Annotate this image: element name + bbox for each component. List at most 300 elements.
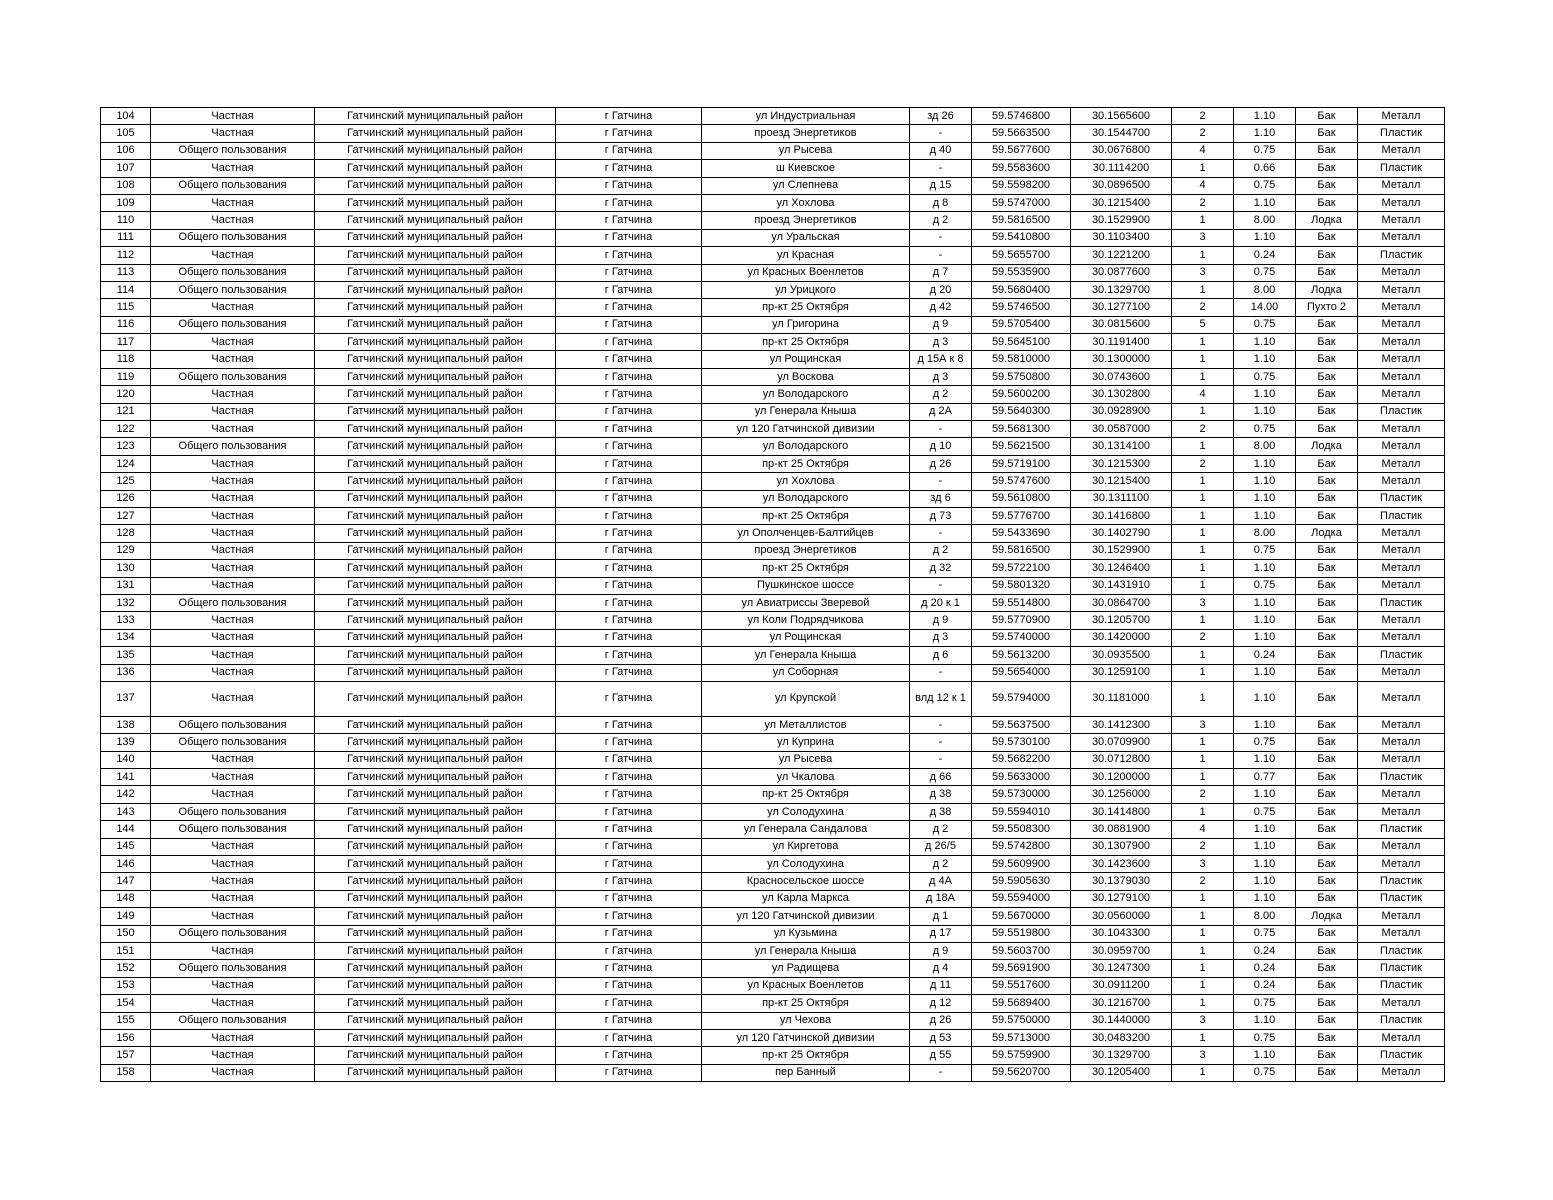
cell-row-number: 151	[101, 942, 151, 959]
cell-street: пр-кт 25 Октября	[702, 560, 910, 577]
cell-ownership-type: Частная	[151, 629, 315, 646]
cell-city: г Гатчина	[556, 212, 702, 229]
cell-municipal-district: Гатчинский муниципальный район	[315, 960, 556, 977]
cell-municipal-district: Гатчинский муниципальный район	[315, 681, 556, 716]
cell-street: ул Карла Маркса	[702, 890, 910, 907]
cell-container-type: Бак	[1296, 108, 1358, 125]
cell-container-volume: 0.75	[1234, 995, 1296, 1012]
cell-municipal-district: Гатчинский муниципальный район	[315, 873, 556, 890]
cell-municipal-district: Гатчинский муниципальный район	[315, 786, 556, 803]
cell-row-number: 146	[101, 856, 151, 873]
table-row	[101, 995, 1445, 1012]
cell-container-count: 1	[1172, 403, 1234, 420]
table-row	[101, 751, 1445, 768]
cell-longitude: 30.1279100	[1071, 890, 1172, 907]
cell-ownership-type: Частная	[151, 351, 315, 368]
cell-municipal-district: Гатчинский муниципальный район	[315, 421, 556, 438]
cell-row-number: 125	[101, 473, 151, 490]
cell-container-type: Бак	[1296, 890, 1358, 907]
cell-container-volume: 0.75	[1234, 1029, 1296, 1046]
cell-ownership-type: Частная	[151, 908, 315, 925]
cell-building: д 9	[910, 942, 972, 959]
cell-container-count: 4	[1172, 386, 1234, 403]
cell-row-number: 139	[101, 734, 151, 751]
cell-municipal-district: Гатчинский муниципальный район	[315, 212, 556, 229]
cell-container-type: Бак	[1296, 160, 1358, 177]
cell-container-count: 1	[1172, 281, 1234, 298]
cell-ownership-type: Общего пользования	[151, 316, 315, 333]
cell-container-count: 1	[1172, 612, 1234, 629]
cell-building: д 3	[910, 629, 972, 646]
table-row	[101, 455, 1445, 472]
cell-ownership-type: Частная	[151, 664, 315, 681]
cell-container-volume: 1.10	[1234, 403, 1296, 420]
cell-city: г Гатчина	[556, 229, 702, 246]
cell-ownership-type: Общего пользования	[151, 368, 315, 385]
cell-row-number: 126	[101, 490, 151, 507]
cell-container-volume: 1.10	[1234, 873, 1296, 890]
cell-latitude: 59.5740000	[972, 629, 1071, 646]
cell-longitude: 30.1431910	[1071, 577, 1172, 594]
cell-ownership-type: Частная	[151, 769, 315, 786]
cell-container-type: Бак	[1296, 316, 1358, 333]
cell-municipal-district: Гатчинский муниципальный район	[315, 942, 556, 959]
cell-building: д 2	[910, 821, 972, 838]
cell-municipal-district: Гатчинский муниципальный район	[315, 977, 556, 994]
table-row	[101, 1064, 1445, 1081]
cell-city: г Гатчина	[556, 925, 702, 942]
cell-street: ул Володарского	[702, 386, 910, 403]
cell-container-material: Металл	[1358, 316, 1445, 333]
cell-building: д 38	[910, 786, 972, 803]
cell-container-volume: 0.24	[1234, 977, 1296, 994]
cell-container-material: Пластик	[1358, 125, 1445, 142]
cell-longitude: 30.1043300	[1071, 925, 1172, 942]
cell-longitude: 30.0483200	[1071, 1029, 1172, 1046]
cell-ownership-type: Частная	[151, 490, 315, 507]
cell-municipal-district: Гатчинский муниципальный район	[315, 125, 556, 142]
cell-container-material: Металл	[1358, 334, 1445, 351]
cell-city: г Гатчина	[556, 334, 702, 351]
cell-container-volume: 0.75	[1234, 542, 1296, 559]
cell-street: ул Урицкого	[702, 281, 910, 298]
cell-city: г Гатчина	[556, 316, 702, 333]
cell-container-type: Бак	[1296, 751, 1358, 768]
cell-row-number: 118	[101, 351, 151, 368]
cell-container-volume: 1.10	[1234, 108, 1296, 125]
cell-longitude: 30.0560000	[1071, 908, 1172, 925]
cell-building: д 26	[910, 1012, 972, 1029]
cell-container-material: Металл	[1358, 560, 1445, 577]
cell-container-material: Металл	[1358, 925, 1445, 942]
cell-longitude: 30.1215400	[1071, 473, 1172, 490]
cell-container-type: Бак	[1296, 821, 1358, 838]
cell-container-count: 1	[1172, 960, 1234, 977]
cell-latitude: 59.5508300	[972, 821, 1071, 838]
cell-container-material: Металл	[1358, 142, 1445, 159]
cell-longitude: 30.0935500	[1071, 647, 1172, 664]
cell-longitude: 30.1311100	[1071, 490, 1172, 507]
cell-row-number: 144	[101, 821, 151, 838]
cell-container-volume: 1.10	[1234, 594, 1296, 611]
cell-container-type: Лодка	[1296, 908, 1358, 925]
cell-longitude: 30.1423600	[1071, 856, 1172, 873]
cell-latitude: 59.5705400	[972, 316, 1071, 333]
cell-container-material: Металл	[1358, 351, 1445, 368]
cell-street: Красносельское шоссе	[702, 873, 910, 890]
cell-container-material: Металл	[1358, 299, 1445, 316]
table-row	[101, 681, 1445, 716]
cell-city: г Гатчина	[556, 386, 702, 403]
cell-building: д 20 к 1	[910, 594, 972, 611]
cell-latitude: 59.5713000	[972, 1029, 1071, 1046]
cell-building: -	[910, 247, 972, 264]
cell-row-number: 112	[101, 247, 151, 264]
cell-city: г Гатчина	[556, 647, 702, 664]
cell-longitude: 30.1420000	[1071, 629, 1172, 646]
cell-city: г Гатчина	[556, 421, 702, 438]
cell-building: д 4	[910, 960, 972, 977]
cell-container-count: 1	[1172, 908, 1234, 925]
cell-longitude: 30.0743600	[1071, 368, 1172, 385]
cell-street: пр-кт 25 Октября	[702, 995, 910, 1012]
cell-building: д 9	[910, 316, 972, 333]
cell-container-material: Пластик	[1358, 594, 1445, 611]
cell-building: зд 6	[910, 490, 972, 507]
cell-container-material: Пластик	[1358, 1047, 1445, 1064]
cell-latitude: 59.5759900	[972, 1047, 1071, 1064]
cell-building: д 2	[910, 856, 972, 873]
cell-container-type: Лодка	[1296, 281, 1358, 298]
cell-container-count: 3	[1172, 856, 1234, 873]
cell-municipal-district: Гатчинский муниципальный район	[315, 1012, 556, 1029]
cell-container-type: Бак	[1296, 577, 1358, 594]
cell-ownership-type: Общего пользования	[151, 264, 315, 281]
cell-container-type: Бак	[1296, 351, 1358, 368]
table-row	[101, 490, 1445, 507]
cell-row-number: 121	[101, 403, 151, 420]
cell-latitude: 59.5654000	[972, 664, 1071, 681]
table-row	[101, 664, 1445, 681]
cell-ownership-type: Частная	[151, 403, 315, 420]
cell-container-count: 1	[1172, 247, 1234, 264]
table-row	[101, 421, 1445, 438]
cell-city: г Гатчина	[556, 438, 702, 455]
cell-longitude: 30.1529900	[1071, 542, 1172, 559]
cell-latitude: 59.5722100	[972, 560, 1071, 577]
table-row	[101, 1047, 1445, 1064]
cell-ownership-type: Общего пользования	[151, 960, 315, 977]
cell-container-type: Бак	[1296, 856, 1358, 873]
cell-row-number: 136	[101, 664, 151, 681]
cell-latitude: 59.5677600	[972, 142, 1071, 159]
cell-container-volume: 1.10	[1234, 334, 1296, 351]
cell-city: г Гатчина	[556, 629, 702, 646]
cell-latitude: 59.5681300	[972, 421, 1071, 438]
cell-container-type: Бак	[1296, 125, 1358, 142]
cell-building: д 55	[910, 1047, 972, 1064]
cell-latitude: 59.5719100	[972, 455, 1071, 472]
cell-container-count: 1	[1172, 334, 1234, 351]
cell-container-count: 1	[1172, 507, 1234, 524]
cell-container-material: Металл	[1358, 803, 1445, 820]
cell-longitude: 30.1379030	[1071, 873, 1172, 890]
cell-city: г Гатчина	[556, 995, 702, 1012]
cell-municipal-district: Гатчинский муниципальный район	[315, 995, 556, 1012]
cell-container-type: Бак	[1296, 769, 1358, 786]
cell-street: ул Радищева	[702, 960, 910, 977]
cell-municipal-district: Гатчинский муниципальный район	[315, 334, 556, 351]
cell-container-volume: 8.00	[1234, 908, 1296, 925]
cell-container-material: Металл	[1358, 194, 1445, 211]
cell-municipal-district: Гатчинский муниципальный район	[315, 386, 556, 403]
cell-container-type: Бак	[1296, 1029, 1358, 1046]
cell-latitude: 59.5603700	[972, 942, 1071, 959]
cell-container-type: Бак	[1296, 734, 1358, 751]
cell-street: пр-кт 25 Октября	[702, 455, 910, 472]
cell-building: зд 26	[910, 108, 972, 125]
cell-ownership-type: Общего пользования	[151, 594, 315, 611]
cell-latitude: 59.5730000	[972, 786, 1071, 803]
cell-row-number: 138	[101, 716, 151, 733]
cell-container-count: 1	[1172, 769, 1234, 786]
table-row	[101, 1012, 1445, 1029]
cell-ownership-type: Частная	[151, 977, 315, 994]
cell-container-material: Металл	[1358, 438, 1445, 455]
table-row	[101, 351, 1445, 368]
cell-ownership-type: Общего пользования	[151, 177, 315, 194]
cell-municipal-district: Гатчинский муниципальный район	[315, 542, 556, 559]
cell-container-volume: 0.75	[1234, 264, 1296, 281]
cell-city: г Гатчина	[556, 1029, 702, 1046]
cell-longitude: 30.1300000	[1071, 351, 1172, 368]
cell-container-material: Пластик	[1358, 647, 1445, 664]
cell-container-type: Пухто 2	[1296, 299, 1358, 316]
cell-building: д 26	[910, 455, 972, 472]
cell-ownership-type: Частная	[151, 873, 315, 890]
cell-latitude: 59.5433690	[972, 525, 1071, 542]
cell-city: г Гатчина	[556, 908, 702, 925]
cell-street: ул Слепнева	[702, 177, 910, 194]
cell-street: ул Уральская	[702, 229, 910, 246]
cell-longitude: 30.1314100	[1071, 438, 1172, 455]
cell-city: г Гатчина	[556, 525, 702, 542]
cell-city: г Гатчина	[556, 856, 702, 873]
cell-container-count: 3	[1172, 594, 1234, 611]
cell-street: пр-кт 25 Октября	[702, 299, 910, 316]
cell-municipal-district: Гатчинский муниципальный район	[315, 664, 556, 681]
cell-container-volume: 1.10	[1234, 716, 1296, 733]
cell-container-material: Пластик	[1358, 960, 1445, 977]
cell-longitude: 30.1247300	[1071, 960, 1172, 977]
cell-container-type: Бак	[1296, 386, 1358, 403]
cell-longitude: 30.1412300	[1071, 716, 1172, 733]
cell-row-number: 155	[101, 1012, 151, 1029]
cell-row-number: 127	[101, 507, 151, 524]
cell-container-volume: 1.10	[1234, 386, 1296, 403]
cell-container-material: Металл	[1358, 716, 1445, 733]
cell-container-material: Металл	[1358, 368, 1445, 385]
cell-street: ул Красных Военлетов	[702, 264, 910, 281]
cell-latitude: 59.5682200	[972, 751, 1071, 768]
cell-longitude: 30.1103400	[1071, 229, 1172, 246]
cell-latitude: 59.5730100	[972, 734, 1071, 751]
cell-container-type: Бак	[1296, 960, 1358, 977]
table-row	[101, 838, 1445, 855]
cell-container-material: Металл	[1358, 229, 1445, 246]
cell-container-material: Металл	[1358, 734, 1445, 751]
cell-latitude: 59.5609900	[972, 856, 1071, 873]
cell-container-type: Бак	[1296, 334, 1358, 351]
cell-container-count: 2	[1172, 421, 1234, 438]
table-row	[101, 264, 1445, 281]
cell-container-volume: 8.00	[1234, 212, 1296, 229]
cell-container-material: Пластик	[1358, 403, 1445, 420]
cell-container-count: 1	[1172, 212, 1234, 229]
cell-street: ул Солодухина	[702, 803, 910, 820]
cell-building: -	[910, 125, 972, 142]
cell-street: ул Красных Военлетов	[702, 977, 910, 994]
cell-latitude: 59.5620700	[972, 1064, 1071, 1081]
cell-longitude: 30.1216700	[1071, 995, 1172, 1012]
cell-ownership-type: Частная	[151, 751, 315, 768]
cell-street: ул Рощинская	[702, 629, 910, 646]
cell-municipal-district: Гатчинский муниципальный район	[315, 647, 556, 664]
table-row	[101, 821, 1445, 838]
cell-city: г Гатчина	[556, 612, 702, 629]
cell-row-number: 134	[101, 629, 151, 646]
cell-container-volume: 0.75	[1234, 368, 1296, 385]
cell-row-number: 123	[101, 438, 151, 455]
cell-container-material: Металл	[1358, 473, 1445, 490]
cell-container-type: Бак	[1296, 942, 1358, 959]
cell-container-count: 3	[1172, 1047, 1234, 1064]
cell-street: ул Чехова	[702, 1012, 910, 1029]
cell-latitude: 59.5750800	[972, 368, 1071, 385]
cell-container-volume: 1.10	[1234, 838, 1296, 855]
cell-container-type: Бак	[1296, 647, 1358, 664]
cell-street: пр-кт 25 Октября	[702, 1047, 910, 1064]
table-row	[101, 647, 1445, 664]
cell-building: д 73	[910, 507, 972, 524]
cell-latitude: 59.5655700	[972, 247, 1071, 264]
cell-city: г Гатчина	[556, 490, 702, 507]
cell-latitude: 59.5594000	[972, 890, 1071, 907]
cell-container-type: Бак	[1296, 803, 1358, 820]
cell-city: г Гатчина	[556, 542, 702, 559]
cell-city: г Гатчина	[556, 1047, 702, 1064]
cell-container-type: Бак	[1296, 1047, 1358, 1064]
cell-longitude: 30.0709900	[1071, 734, 1172, 751]
cell-row-number: 147	[101, 873, 151, 890]
cell-building: д 20	[910, 281, 972, 298]
table-row	[101, 247, 1445, 264]
table-row	[101, 1029, 1445, 1046]
cell-container-count: 2	[1172, 194, 1234, 211]
cell-container-volume: 0.75	[1234, 142, 1296, 159]
cell-container-volume: 0.24	[1234, 647, 1296, 664]
cell-street: ул Крупской	[702, 681, 910, 716]
cell-city: г Гатчина	[556, 177, 702, 194]
cell-longitude: 30.1277100	[1071, 299, 1172, 316]
cell-building: -	[910, 160, 972, 177]
cell-container-type: Бак	[1296, 247, 1358, 264]
cell-row-number: 114	[101, 281, 151, 298]
cell-city: г Гатчина	[556, 247, 702, 264]
cell-longitude: 30.0911200	[1071, 977, 1172, 994]
cell-container-material: Пластик	[1358, 490, 1445, 507]
table-row	[101, 473, 1445, 490]
cell-longitude: 30.1302800	[1071, 386, 1172, 403]
cell-container-material: Металл	[1358, 108, 1445, 125]
cell-row-number: 130	[101, 560, 151, 577]
cell-container-volume: 0.75	[1234, 577, 1296, 594]
cell-container-material: Металл	[1358, 177, 1445, 194]
cell-container-type: Бак	[1296, 560, 1358, 577]
cell-container-material: Пластик	[1358, 160, 1445, 177]
cell-city: г Гатчина	[556, 473, 702, 490]
cell-container-type: Бак	[1296, 177, 1358, 194]
cell-municipal-district: Гатчинский муниципальный район	[315, 560, 556, 577]
cell-ownership-type: Частная	[151, 1047, 315, 1064]
cell-longitude: 30.1215400	[1071, 194, 1172, 211]
cell-container-count: 3	[1172, 229, 1234, 246]
cell-container-type: Бак	[1296, 716, 1358, 733]
cell-municipal-district: Гатчинский муниципальный район	[315, 629, 556, 646]
cell-container-count: 1	[1172, 977, 1234, 994]
cell-row-number: 113	[101, 264, 151, 281]
cell-latitude: 59.5810000	[972, 351, 1071, 368]
cell-latitude: 59.5794000	[972, 681, 1071, 716]
cell-container-count: 1	[1172, 995, 1234, 1012]
cell-latitude: 59.5633000	[972, 769, 1071, 786]
cell-container-volume: 8.00	[1234, 525, 1296, 542]
cell-municipal-district: Гатчинский муниципальный район	[315, 264, 556, 281]
cell-ownership-type: Частная	[151, 455, 315, 472]
table-row	[101, 977, 1445, 994]
cell-ownership-type: Частная	[151, 560, 315, 577]
cell-longitude: 30.1414800	[1071, 803, 1172, 820]
cell-building: д 2	[910, 542, 972, 559]
cell-street: ул Воскова	[702, 368, 910, 385]
table-row	[101, 612, 1445, 629]
cell-city: г Гатчина	[556, 368, 702, 385]
cell-latitude: 59.5637500	[972, 716, 1071, 733]
cell-building: д 66	[910, 769, 972, 786]
cell-container-type: Бак	[1296, 1064, 1358, 1081]
cell-city: г Гатчина	[556, 942, 702, 959]
cell-container-count: 3	[1172, 1012, 1234, 1029]
cell-municipal-district: Гатчинский муниципальный район	[315, 507, 556, 524]
cell-street: ш Киевское	[702, 160, 910, 177]
cell-municipal-district: Гатчинский муниципальный район	[315, 108, 556, 125]
cell-ownership-type: Общего пользования	[151, 734, 315, 751]
cell-latitude: 59.5747000	[972, 194, 1071, 211]
table-row	[101, 507, 1445, 524]
table-row	[101, 803, 1445, 820]
cell-container-material: Металл	[1358, 786, 1445, 803]
cell-longitude: 30.1329700	[1071, 281, 1172, 298]
cell-container-type: Бак	[1296, 542, 1358, 559]
cell-municipal-district: Гатчинский муниципальный район	[315, 299, 556, 316]
cell-container-count: 2	[1172, 873, 1234, 890]
cell-city: г Гатчина	[556, 194, 702, 211]
cell-container-volume: 1.10	[1234, 751, 1296, 768]
cell-ownership-type: Общего пользования	[151, 716, 315, 733]
cell-container-count: 1	[1172, 160, 1234, 177]
cell-container-volume: 1.10	[1234, 194, 1296, 211]
cell-municipal-district: Гатчинский муниципальный район	[315, 838, 556, 855]
